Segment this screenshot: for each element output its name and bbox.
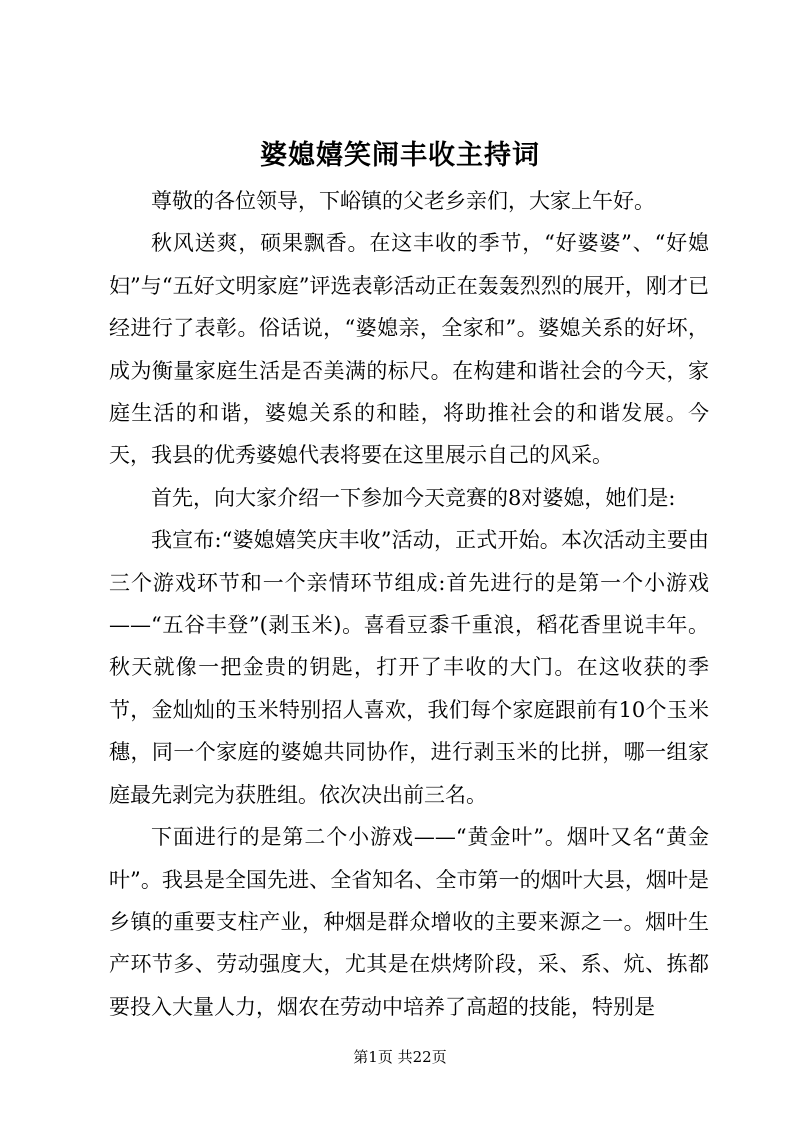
document-title: 婆媳嬉笑闹丰收主持词: [260, 140, 540, 171]
paragraph-second-game: 下面进行的是第二个小游戏——“黄金叶”。烟叶又名“黄金叶”。我县是全国先进、全省知名、全市第一的烟叶大县，烟叶是乡镇的重要支柱产业，种烟是群众增收的主要来源之一。烟叶生产环节多、劳动强度大，尤其是在烘烤阶段，采、系、炕、拣都要投入大量人力，烟农在劳动中培养了高超的技能，特别是: [109, 825, 709, 1019]
paragraph-participants: 首先，向大家介绍一下参加今天竞赛的8对婆媳，她们是:: [151, 485, 676, 510]
document-body: [109, 180, 709, 1028]
paragraph-first-game: 我宣布:“婆媳嬉笑庆丰收”活动，正式开始。本次活动主要由三个游戏环节和一个亲情环节组成:首先进行的是第一个小游戏——“五谷丰登”(剥玉米)。喜看豆黍千重浪，稻花香里说丰年。秋天就像一把金贵的钥匙，打开了丰收的大门。在这收获的季节，金灿灿的玉米特别招人喜欢，我们每个家庭跟前有10个玉米穗，同一个家庭的婆媳共同协作，进行剥玉米的比拼，哪一组家庭最先剥完为获胜组。依次决出前三名。: [109, 528, 709, 807]
page-number-footer: 第1页 共22页: [353, 1048, 447, 1066]
paragraph-greeting: 尊敬的各位领导，下峪镇的父老乡亲们，大家上午好。: [151, 189, 655, 213]
paragraph-introduction: 秋风送爽，硕果飘香。在这丰收的季节，“好婆婆”、“好媳妇”与“五好文明家庭”评选表彰活动正在轰轰烈烈的展开，刚才已经进行了表彰。俗话说，“婆媳亲，全家和”。婆媳关系的好坏，成为衡量家庭生活是否美满的标尺。在构建和谐社会的今天，家庭生活的和谐，婆媳关系的和睦，将助推社会的和谐发展。今天，我县的优秀婆媳代表将要在这里展示自己的风采。: [109, 231, 709, 468]
